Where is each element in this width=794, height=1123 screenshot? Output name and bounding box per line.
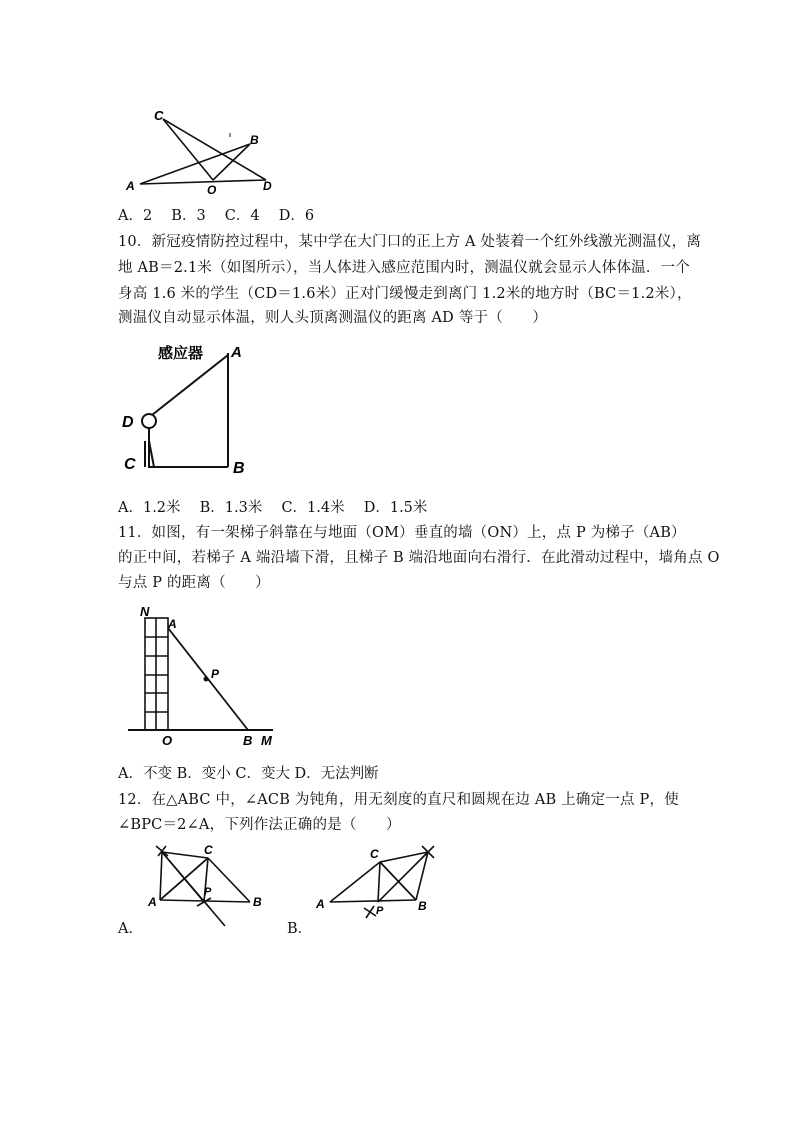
q12-option-b: B． <box>287 921 313 937</box>
q11-label-A: A <box>168 617 177 631</box>
segment-DA <box>152 355 228 415</box>
q10-stem-line-2: 地 AB＝2.1米（如图所示），当人体进入感应范围内时，测温仪就会显示人体体温．一个 <box>118 260 690 276</box>
q12a-label-P: P <box>204 886 212 898</box>
q11-label-B: B <box>243 733 253 748</box>
q12-stem-line-1: 12．在△ABC 中，∠ACB 为钝角，用无刻度的直尺和圆规在边 AB 上确定一点 P，使 <box>118 792 679 808</box>
q9-label-O: O <box>207 183 217 197</box>
q12-figure-b <box>310 838 450 933</box>
q9-options: A．2 B．3 C．4 D．6 <box>118 208 315 224</box>
q9-label-A: A <box>126 179 135 193</box>
midpoint-P <box>204 677 209 682</box>
q10-options: A．1.2米 B．1.3米 C．1.4米 D．1.5米 <box>118 500 428 516</box>
q10-label-A: A <box>231 344 242 361</box>
q10-label-sensor: 感应器 <box>158 344 204 362</box>
q11-label-O: O <box>162 733 173 748</box>
q11-label-M: M <box>261 733 272 748</box>
q12b-label-B: B <box>418 899 427 913</box>
q11-stem-line-1: 11．如图，有一架梯子斜靠在与地面（OM）垂直的墙（ON）上，点 P 为梯子（AB） <box>118 525 686 541</box>
q11-label-P: P <box>211 667 220 681</box>
q10-label-D: D <box>122 414 134 431</box>
q10-stem-line-1: 10．新冠疫情防控过程中，某中学在大门口的正上方 A 处装着一个红外线激光测温仪，离 <box>118 234 702 250</box>
q12-stem-line-2: ∠BPC＝2∠A，下列作法正确的是（ ） <box>118 817 401 833</box>
q12b-label-A: A <box>316 897 325 911</box>
q11-options: A．不变 B．变小 C．变大 D．无法判断 <box>118 766 379 782</box>
q10-stem-line-3: 身高 1.6 米的学生（CD＝1.6米）正对门缓慢走到离门 1.2米的地方时（BC＝1.2米）， <box>118 286 692 302</box>
q12a-label-C: C <box>204 843 213 857</box>
q10-stem-line-4: 测温仪自动显示体温，则人头顶离测温仪的距离 AD 等于（ ） <box>118 310 548 326</box>
segment-AB <box>140 144 250 184</box>
q12a-label-B: B <box>253 895 262 909</box>
q12b-label-P: P <box>376 905 384 917</box>
q11-figure <box>118 600 288 750</box>
segment-CO <box>163 119 213 180</box>
q9-label-B: B <box>250 133 259 147</box>
q11-label-N: N <box>140 604 150 619</box>
q9-label-C: C <box>154 108 164 123</box>
segment-AD <box>140 180 266 184</box>
q10-label-C: C <box>124 456 136 473</box>
q12b-label-C: C <box>370 847 379 861</box>
q12a-label-A: A <box>148 895 157 909</box>
q11-stem-line-2: 的正中间，若梯子 A 端沿墙下滑，且梯子 B 端沿地面向右滑行．在此滑动过程中，墙角点 O <box>118 550 720 566</box>
q9-figure <box>118 100 288 200</box>
q10-label-B: B <box>233 460 245 477</box>
segment-OB <box>213 144 250 180</box>
q9-label-D: D <box>263 179 272 193</box>
q12-option-a: A． <box>118 921 143 937</box>
student-head <box>142 414 156 428</box>
q10-figure <box>118 335 268 480</box>
q11-stem-line-3: 与点 P 的距离（ ） <box>118 575 270 591</box>
q12-figure-a <box>140 838 280 933</box>
